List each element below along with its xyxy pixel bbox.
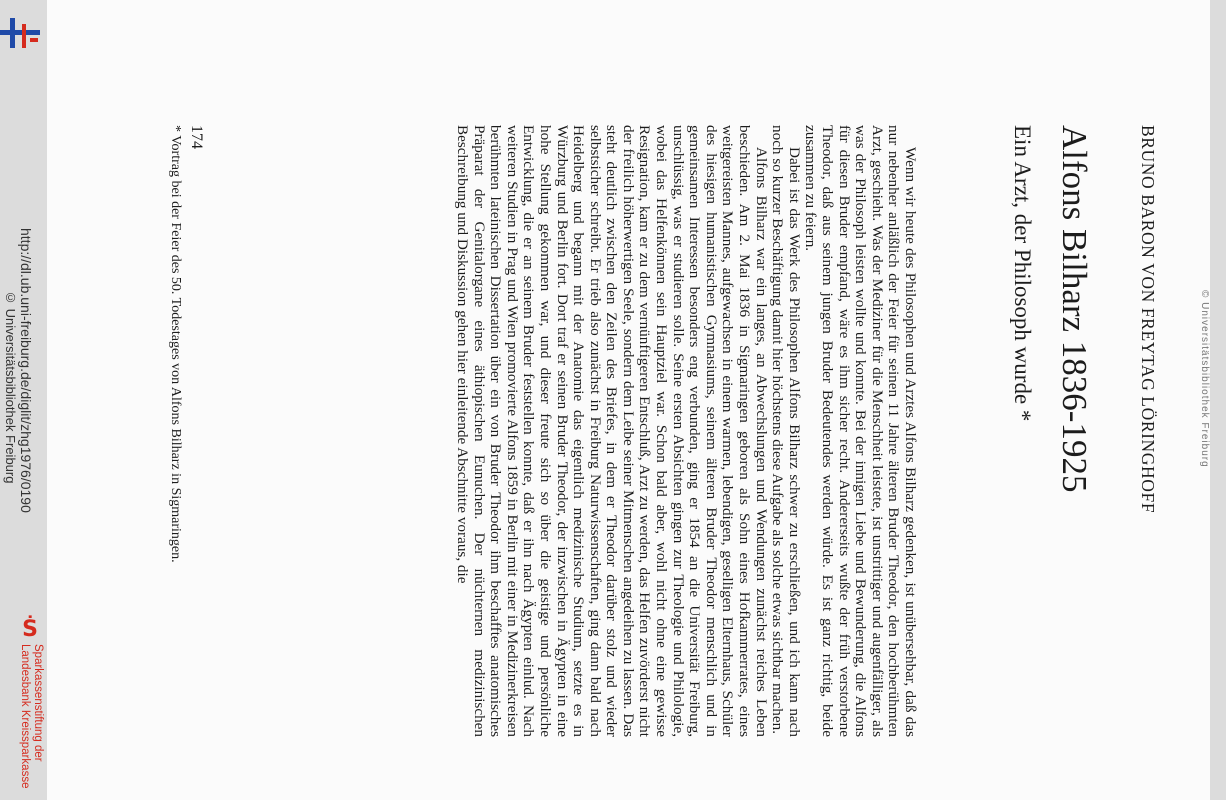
top-edge-text: © Universitätsbibliothek Freiburg <box>1199 290 1210 468</box>
footnote: * Vortrag bei der Feier des 50. Todestages von Alfons Bilharz in Sigmaringen. <box>168 125 183 563</box>
sponsor-text <box>8 644 44 800</box>
sponsor-block[interactable] <box>2 618 46 800</box>
library-logo-icon[interactable] <box>0 14 40 54</box>
sponsor-line-1: Sparkassenstiftung der <box>32 644 44 762</box>
article-title: Alfons Bilharz 1836-1925 <box>1055 125 1094 493</box>
rotated-page-content <box>47 0 1210 800</box>
paragraph: Alfons Bilharz war ein langes, an Abwechslungen und Wendungen zunächst reiches Leben beschieden. Am 2. Mai 1836 in Sigmaringen geboren als Sohn eines Hofkammerrates, eines weitgereisten Mannes, aufgewachsen in einem warmen, lebendigen, geselligen Elternhaus, Schüler des hiesigen humanistischen Gymnasiums, seinem älteren Bruder Theodor menschlich und in gemeinsamen Interessen besonders eng verbunden, ging er 1854 an die Universität Freiburg, unschlüssig, was er studieren solle. Seine ersten Absichten gingen zur Theologie und Philologie, wobei das Helfenkönnen sein Hauptziel war. Schon bald aber, wohl nicht ohne eine gewisse Resignation, kam er zu dem vernünftigeren Entschluß, Arzt zu werden, das Helfen zuvörderst nicht der freilich höherwertigen Seele, sondern dem Leibe seiner Mitmenschen angedeihen zu lassen. Das steht deutlich zwischen den Zeilen des Briefes, in dem er Theodor darüber stolz und wieder selbstsicher schreibt. Er trieb also zunächst in Freiburg Naturwissenschaften, ging dann bald nach Heidelberg und begann mit der Anatomie das eigentlich medizinische Studium, setzte es in Würzburg und Berlin fort. Dort traf er seinen Bruder Theodor, der inzwischen in Ägypten in eine hohe Stellung gekommen war, und dieser freute sich so über die geistige und persönliche Entwicklung, die er an seinem Bruder feststellen konnte, daß er ihn nach Ägypten einlud. Nach weiteren Studien in Prag und Wien promovierte Alfons 1859 in Berlin mit einer in Medizinerkreisen berühmten lateinischen Dissertation über ein von Bruder Theodor ihm beschafftes anatomisches Präparat der Genitalorgane eines äthiopischen Eunuchen. Der nüchternen medizinischen Beschreibung und Diskussion gehen hier einleitende Abschnitte voraus, die <box>453 125 770 737</box>
page-number: 174 <box>188 125 205 149</box>
article-body <box>453 125 918 737</box>
article-subtitle: Ein Arzt, der Philosoph wurde * <box>1010 125 1035 422</box>
sponsor-line-2: Landesbank Kreissparkasse <box>19 644 31 789</box>
running-header: BRUNO BARON VON FREYTAG LÖRINGHOFF <box>1138 125 1158 514</box>
scan-url[interactable]: http://dl.ub.uni-freiburg.de/diglit/zhg1976/0190 <box>18 228 34 513</box>
paragraph: Dabei ist das Werk des Philosophen Alfons Bilharz schwer zu erschließen, und ich kann nach noch so kurzer Beschäftigung damit hier höchstens diese Aufgabe als solche etwas sichtbar machen. <box>769 125 803 737</box>
scanned-page <box>47 0 1210 800</box>
right-gutter <box>1210 0 1226 800</box>
scan-copyright: © Universitätsbibliothek Freiburg <box>3 290 18 484</box>
sparkasse-logo-icon: Ṡ <box>22 617 38 642</box>
paragraph: Wenn wir heute des Philosophen und Arztes Alfons Bilharz gedenken, ist unübersehbar, daß das nur nebenher anläßlich der Feier für seinen 11 Jahre älteren Bruder Theodor, den hochberühmten Arzt, geschieht. Was der Mediziner für die Menschheit leistete, ist unstrittiger und augenfälliger, als was der Philosoph leisten wollte und konnte. Bei der innigen Liebe und Bewunderung, die Alfons für diesen Bruder empfand, wäre es ihm sicher recht. Andererseits wußte der früh verstorbene Theodor, daß aus seinem jungen Bruder Bedeutendes werden würde. Es ist ganz richtig, beide zusammen zu feiern. <box>802 125 919 737</box>
